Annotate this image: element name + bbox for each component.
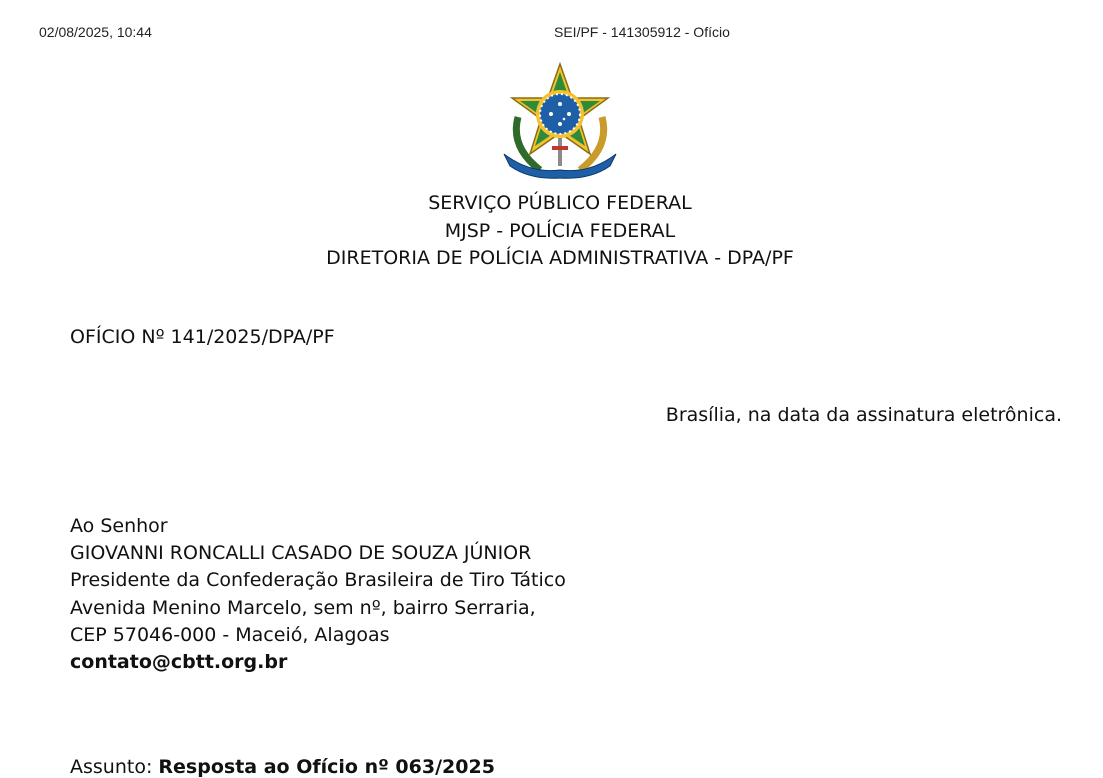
- addressee-name: GIOVANNI RONCALLI CASADO DE SOUZA JÚNIOR: [70, 542, 532, 565]
- addressee-block: [70, 513, 566, 676]
- print-datetime: 02/08/2025, 10:44: [39, 24, 152, 40]
- subject-value: Resposta ao Ofício nº 063/2025: [158, 756, 495, 778]
- coat-of-arms-brazil-icon: [500, 62, 620, 182]
- agency-line-2: MJSP - POLÍCIA FEDERAL: [444, 219, 676, 242]
- agency-line-1: SERVIÇO PÚBLICO FEDERAL: [428, 192, 692, 214]
- subject-label: Assunto:: [70, 756, 153, 778]
- oficio-number: OFÍCIO Nº 141/2025/DPA/PF: [70, 326, 335, 348]
- addressee-address: Avenida Menino Marcelo, sem nº, bairro Serraria,: [70, 596, 536, 619]
- addressee-salutation: Ao Senhor: [70, 515, 168, 537]
- addressee-city: CEP 57046-000 - Maceió, Alagoas: [70, 623, 390, 646]
- document-reference: SEI/PF - 141305912 - Ofício: [554, 24, 730, 40]
- addressee-title: Presidente da Confederação Brasileira de Tiro Tático: [70, 569, 566, 592]
- agency-line-3: DIRETORIA DE POLÍCIA ADMINISTRATIVA - DPA/PF: [326, 247, 794, 269]
- addressee-email: contato@cbtt.org.br: [70, 651, 288, 674]
- subject-line: [70, 756, 495, 778]
- print-header: [0, 24, 1103, 42]
- agency-heading: [0, 190, 1103, 273]
- place-date: Brasília, na data da assinatura eletrônica.: [665, 404, 1062, 426]
